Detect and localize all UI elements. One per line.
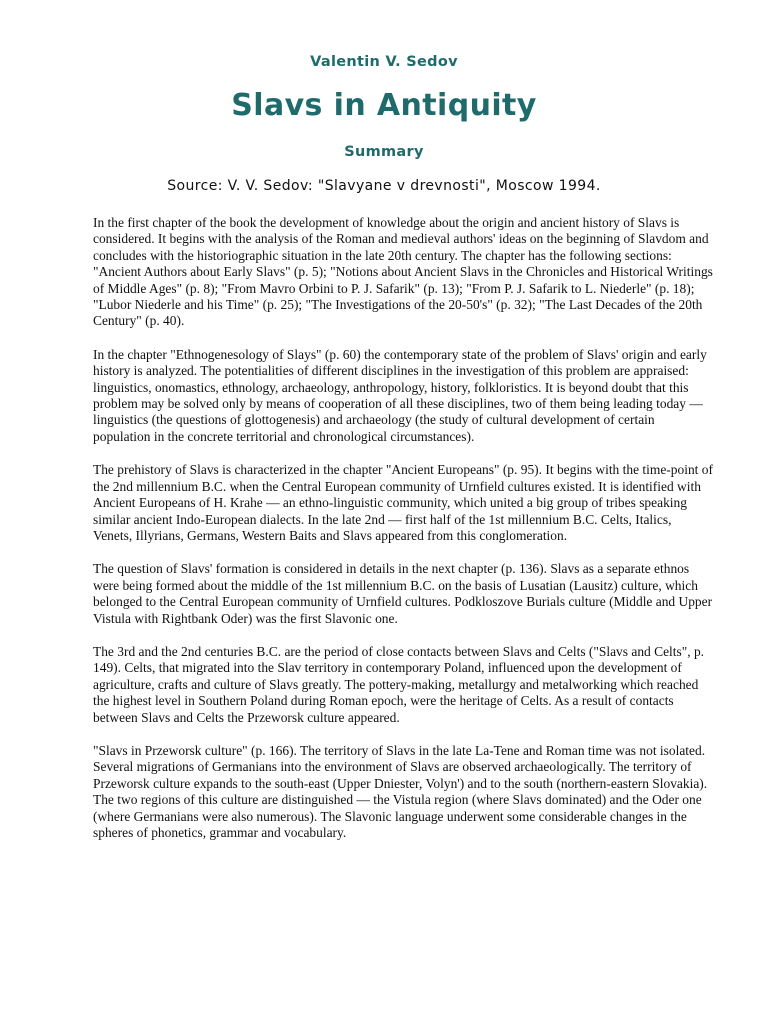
paragraph: In the first chapter of the book the development of knowledge about the origin and ancient history of Slavs is considered. It begins with the analysis of the Roman and medieval authors' ideas on the beginning of Slavdom and concludes with the historiographic situation in the late 20th century. The chapter has the following sections: "Ancient Authors about Early Slavs" (p. 5); "Notions about Ancient Slavs in the Chronicles and Historical Writings of Middle Ages" (p. 8); "From Mavro Orbini to P. J. Safarik" (p. 13); "From P. J. Safarik to L. Niederle" (p. 18); "Lubor Niederle and his Time" (p. 25); "The Investigations of the 20-50's" (p. 32); "The Last Decades of the 20th Century" (p. 40). [93,215,713,329]
paragraph: The 3rd and the 2nd centuries B.C. are the period of close contacts between Slavs and Celts ("Slavs and Celts", p. 149). Celts, that migrated into the Slav territory in contemporary Poland, influenced upon the development of agriculture, crafts and culture of Slavs greatly. The pottery-making, metallurgy and metalworking which reached the highest level in Southern Poland during Roman epoch, were the heritage of Celts. As a result of contacts between Slavs and Celts the Przeworsk culture appeared. [93,643,705,725]
summary-body [93,215,713,858]
paragraph: The question of Slavs' formation is considered in details in the next chapter (p. 136). Slavs as a separate ethnos were being formed about the middle of the 1st millennium B.C. on the basis of Lusatian (Lausitz) culture, which belonged to the Central European community of Urnfield cultures. Podkloszove Burials culture (Middle and Upper Vistula with Rightbank Oder) was the first Slavonic one. [93,561,713,626]
document-title: Slavs in Antiquity [231,88,537,123]
document-subtitle: Summary [344,144,424,160]
source-citation: Source: V. V. Sedov: "Slavyane v drevnosti", Moscow 1994. [167,178,601,194]
paragraph: In the chapter "Ethnogenesology of Slays" (p. 60) the contemporary state of the problem of Slavs' origin and early history is analyzed. The potentialities of different disciplines in the investigation of this problem are appraised: linguistics, onomastics, ethnology, archaeology, anthropology, history, folkloristics. It is beyond doubt that this problem may be solved only by means of cooperation of all these disciplines, two of them being leading today — linguistics (the questions of glottogenesis) and archaeology (the study of cultural development of certain population in the concrete territorial and chronological circumstances). [93,346,707,444]
paragraph: The prehistory of Slavs is characterized in the chapter "Ancient Europeans" (p. 95). It begins with the time-point of the 2nd millennium B.C. when the Central European community of Urnfield cultures existed. It is identified with Ancient Europeans of H. Krahe — an ethno-linguistic community, which united a big group of tribes speaking similar ancient Indo-European dialects. In the late 2nd — first half of the 1st millennium B.C. Celts, Italics, Venets, Illyrians, Germans, Western Baits and Slavs appeared from this conglomeration. [93,462,713,543]
paragraph: "Slavs in Przeworsk culture" (p. 166). The territory of Slavs in the late La-Tene and Roman time was not isolated. Several migrations of Germanians into the environment of Slavs are observed archaeologically. The territory of Przeworsk culture expands to the south-east (Upper Dniester, Volyn') and to the south (northern-eastern Slovakia). The two regions of this culture are distinguished — the Vistula region (where Slavs dominated) and the Oder one (where Germanians were also numerous). The Slavonic language underwent some considerable changes in the spheres of phonetics, grammar and vocabulary. [93,742,708,840]
author-name: Valentin V. Sedov [310,54,458,70]
